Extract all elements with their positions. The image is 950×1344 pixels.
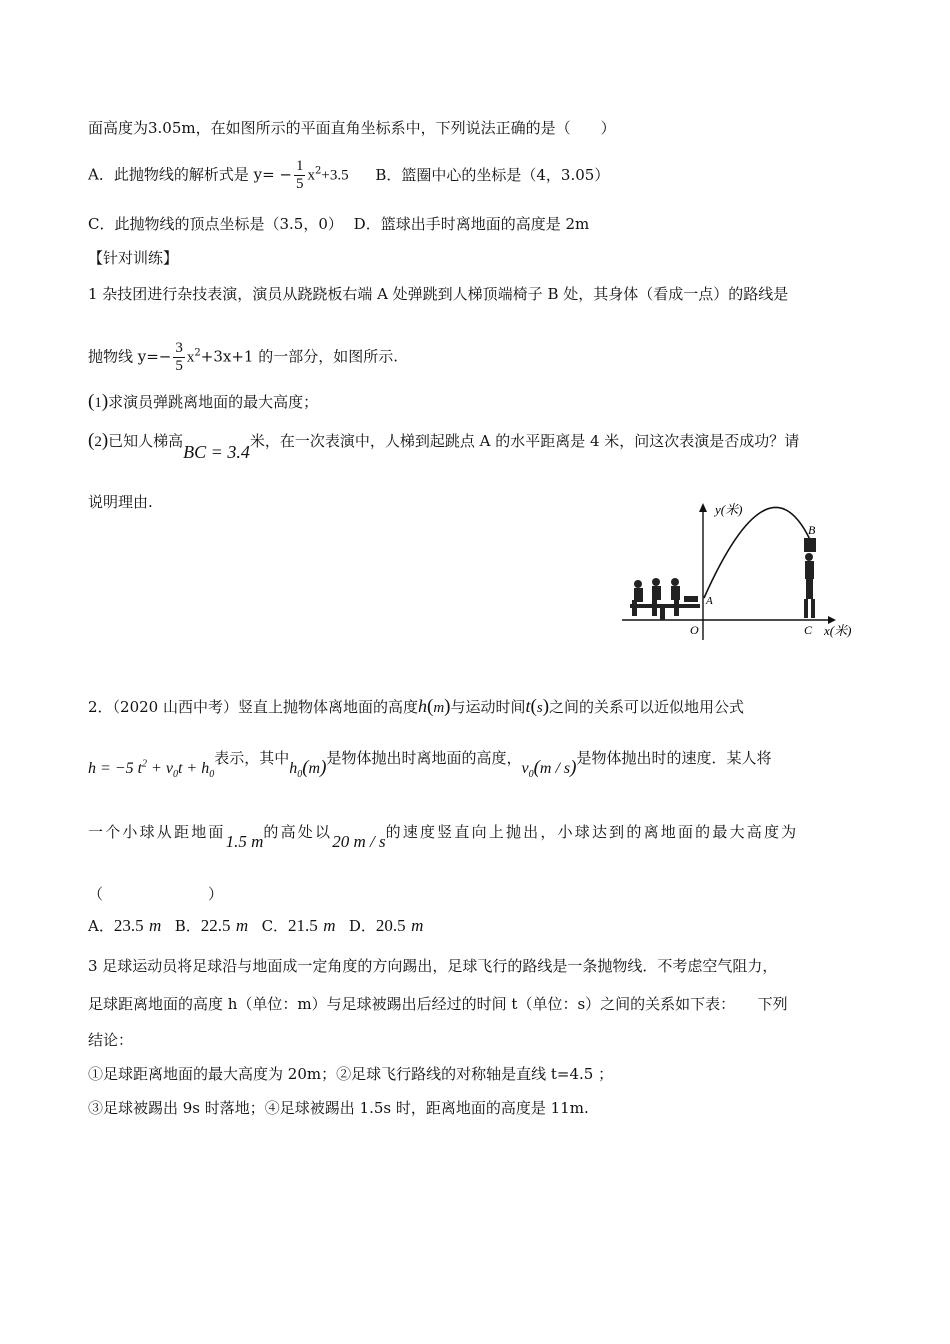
point-a-label: A: [706, 595, 713, 607]
q2-line2: h = −5 $t^2 + v_0t + h_0$表示，其中$h_0(m)$是物体抛出时离地面的高度，$v_0(m / s)$是物体抛出时的速度．某人将: [88, 749, 772, 781]
q3-line3: 结论：: [88, 1031, 134, 1049]
option-b: B．篮圈中心的坐标是（4，3.05）: [375, 165, 610, 184]
x-axis-label: x(米): [824, 623, 852, 638]
q2-line1: 2．（2020 山西中考）竖直上抛物体离地面的高度h(m)与运动时间t(s)之间的关系可以近似地用公式: [88, 696, 745, 717]
option-cd: [88, 214, 589, 234]
q1-part1: (1)求演员弹跳离地面的最大高度；: [88, 391, 319, 412]
parabola-curve: [704, 507, 812, 598]
q1-part2: (2)已知人梯高BC = 3.4米，在一次表演中，人梯到起跳点 A 的水平距离是 4 米，问这次表演是否成功？请: [88, 430, 800, 462]
intro-line: 面高度为3.05m，在如图所示的平面直角坐标系中，下列说法正确的是（ ）: [88, 119, 616, 137]
fraction: $\frac{1}{5}$: [295, 158, 304, 192]
point-c-label: C: [804, 623, 813, 637]
choice-b: B．22.5 m: [174, 916, 249, 935]
q3-line2: 足球距离地面的高度 h（单位：m）与足球被踢出后经过的时间 t（单位：s）之间的关系如下表： 下列: [88, 995, 788, 1013]
q3-line5: ③足球被踢出 9s 时落地；④足球被踢出 1.5s 时，距离地面的高度是 11m.: [88, 1099, 589, 1117]
q1-line2: 抛物线 y=− $\frac{3}{5}$ $x^2+3x+1$ 的一部分，如图所示.: [88, 340, 398, 374]
section-title: 【针对训练】: [88, 249, 179, 267]
option-c: C．此抛物线的顶点坐标是（3.5，0）: [88, 215, 343, 233]
option-d: D．篮球出手时离地面的高度是 2m: [353, 215, 590, 233]
origin-label: O: [690, 623, 699, 637]
fraction: $\frac{3}{5}$: [175, 340, 183, 374]
option-a: A．此抛物线的解析式是 y= − $\frac{1}{5}$ $x^2+3.5$ B．篮圈中心的坐标是（4，3.05）: [88, 158, 610, 192]
q3-line1: 3 足球运动员将足球沿与地面成一定角度的方向踢出，足球飞行的路线是一条抛物线．不考虑空气阻力，: [88, 957, 778, 975]
human-ladder-illustration: [804, 538, 816, 618]
y-axis-label: y(米): [715, 502, 743, 517]
q2-choices: [88, 916, 423, 936]
choice-a: A．23.5 m: [88, 916, 162, 935]
q1-line1: 1 杂技团进行杂技表演，演员从跷跷板右端 A 处弹跳到人梯顶端椅子 B 处，其身体（看成一点）的路线是: [88, 285, 789, 303]
parabola-figure: [620, 500, 870, 650]
y-axis-arrow: [699, 503, 707, 512]
q2-line3: 一个小球从距地面1.5 m的高处以20 m / s的速度竖直向上抛出，小球达到的离地面的最大高度为: [88, 823, 799, 851]
choice-c: C．21.5 m: [261, 916, 336, 935]
q1-part2-line2: 说明理由.: [88, 493, 153, 511]
formula: h = −5 $t^2 + v_0t + h_0$: [88, 758, 215, 781]
q3-line4: ①足球距离地面的最大高度为 20m；②足球飞行路线的对称轴是直线 t=4.5 ；: [88, 1065, 614, 1083]
q2-blank: （ ）: [88, 885, 224, 903]
choice-d: D．20.5 m: [348, 916, 424, 935]
performers-illustration: [630, 578, 700, 620]
point-b-label: B: [808, 523, 816, 537]
